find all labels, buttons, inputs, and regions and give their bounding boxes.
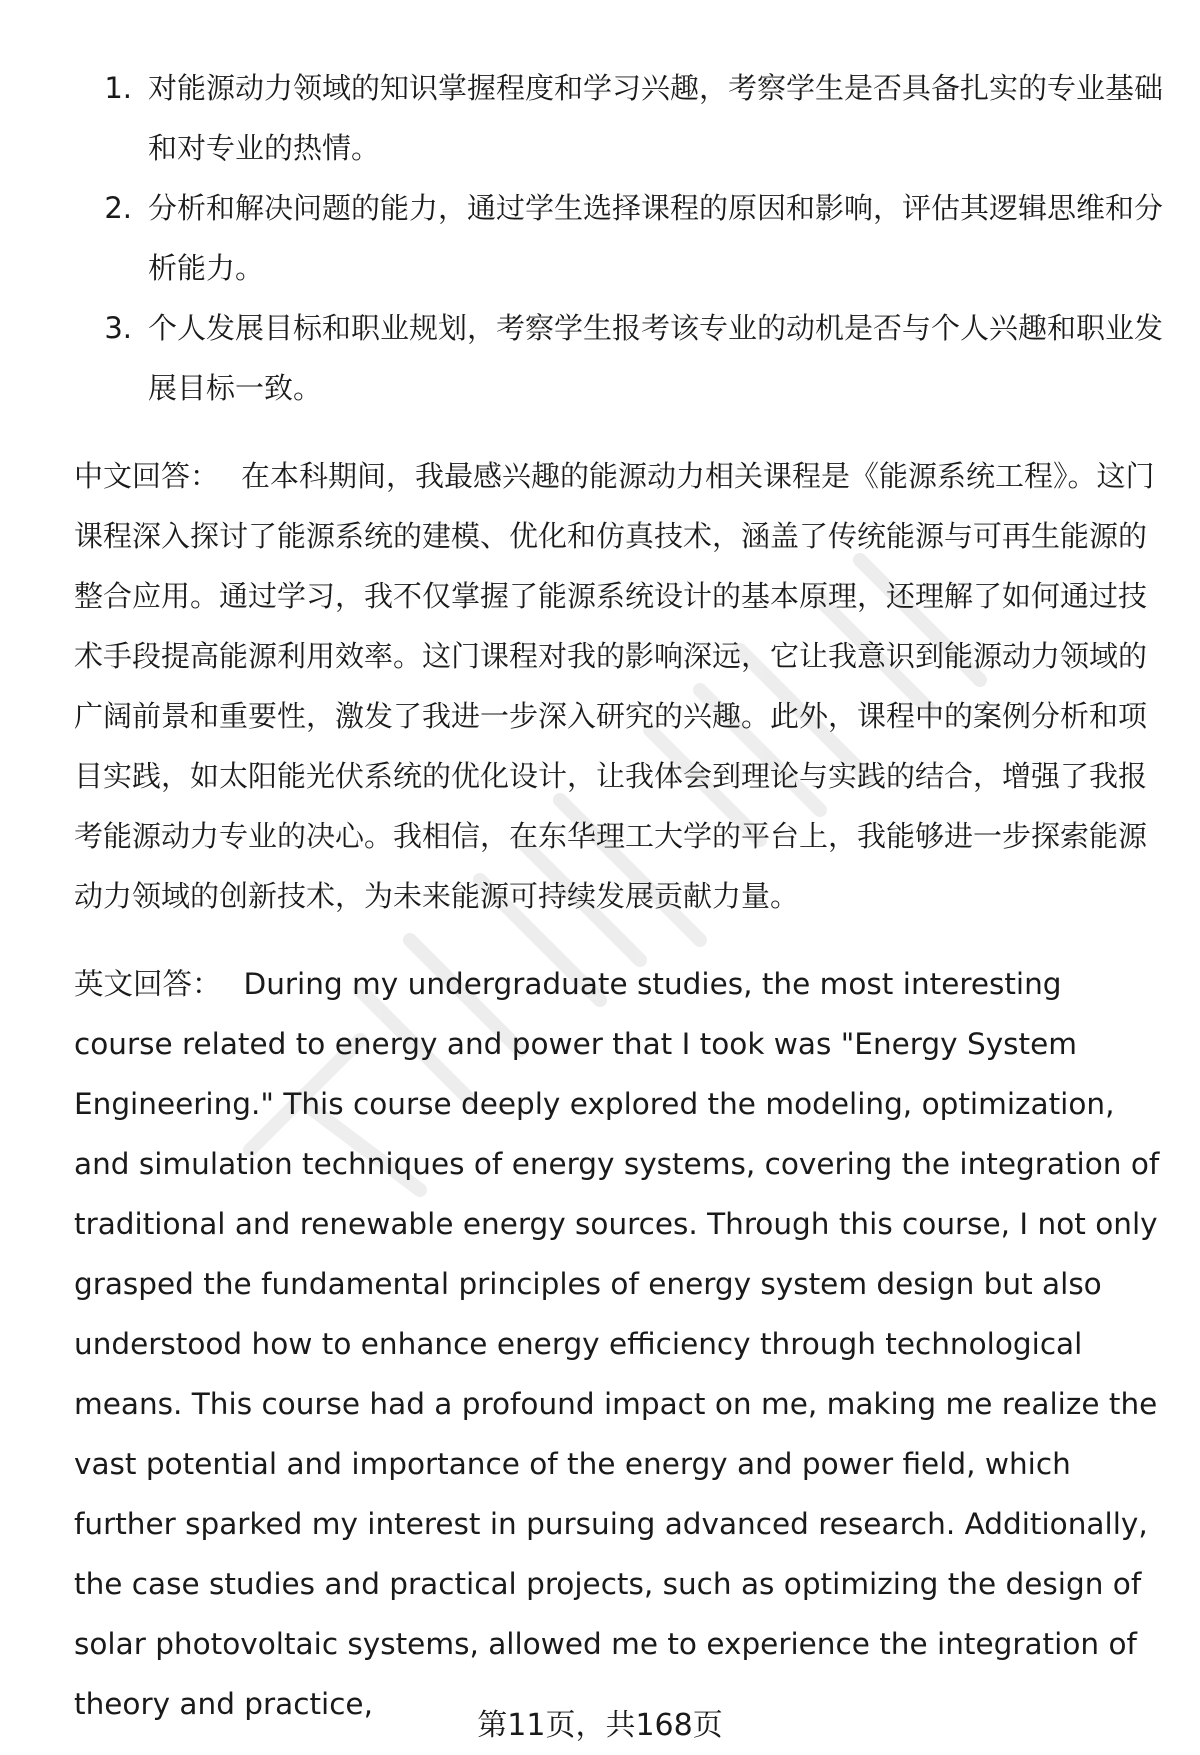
list-item-number: 1. <box>104 71 132 105</box>
document-body <box>74 58 1164 1734</box>
list-item-number: 2. <box>104 191 132 225</box>
english-answer-paragraph <box>74 954 1164 1734</box>
criteria-list <box>74 58 1164 418</box>
list-item-text: 对能源动力领域的知识掌握程度和学习兴趣，考察学生是否具备扎实的专业基础和对专业的热情。 <box>148 71 1164 165</box>
list-item <box>74 178 1164 298</box>
list-item-number: 3. <box>104 311 132 345</box>
list-item-text: 分析和解决问题的能力，通过学生选择课程的原因和影响，评估其逻辑思维和分析能力。 <box>148 191 1164 285</box>
english-answer-text: During my undergraduate studies, the most interesting course related to energy and power that I took was "Energy System Engineering." This course deeply explored the modeling, optimization, and simulation techniques of energy systems, covering the integration of traditional and renewable energy sources. Through this course, I not only grasped the fundamental principles of energy system design but also understood how to enhance energy efficiency through technological means. This course had a profound impact on me, making me realize the vast potential and importance of the energy and power field, which further sparked my interest in pursuing advanced research. Additionally, the case studies and practical projects, such as optimizing the design of solar photovoltaic systems, allowed me to experience the integration of theory and practice, <box>74 967 1160 1721</box>
list-item-text: 个人发展目标和职业规划，考察学生报考该专业的动机是否与个人兴趣和职业发展目标一致。 <box>148 311 1164 405</box>
page-number-footer: 第11页，共168页 <box>477 1708 723 1743</box>
list-item <box>74 58 1164 178</box>
list-item <box>74 298 1164 418</box>
english-answer-label: 英文回答： <box>74 967 222 1001</box>
chinese-answer-paragraph <box>74 446 1164 926</box>
chinese-answer-text: 在本科期间，我最感兴趣的能源动力相关课程是《能源系统工程》。这门课程深入探讨了能源系统的建模、优化和仿真技术，涵盖了传统能源与可再生能源的整合应用。通过学习，我不仅掌握了能源系统设计的基本原理，还理解了如何通过技术手段提高能源利用效率。这门课程对我的影响深远，它让我意识到能源动力领域的广阔前景和重要性，激发了我进一步深入研究的兴趣。此外，课程中的案例分析和项目实践，如太阳能光伏系统的优化设计，让我体会到理论与实践的结合，增强了我报考能源动力专业的决心。我相信，在东华理工大学的平台上，我能够进一步探索能源动力领域的创新技术，为未来能源可持续发展贡献力量。 <box>74 459 1155 913</box>
chinese-answer-label: 中文回答： <box>74 459 220 493</box>
